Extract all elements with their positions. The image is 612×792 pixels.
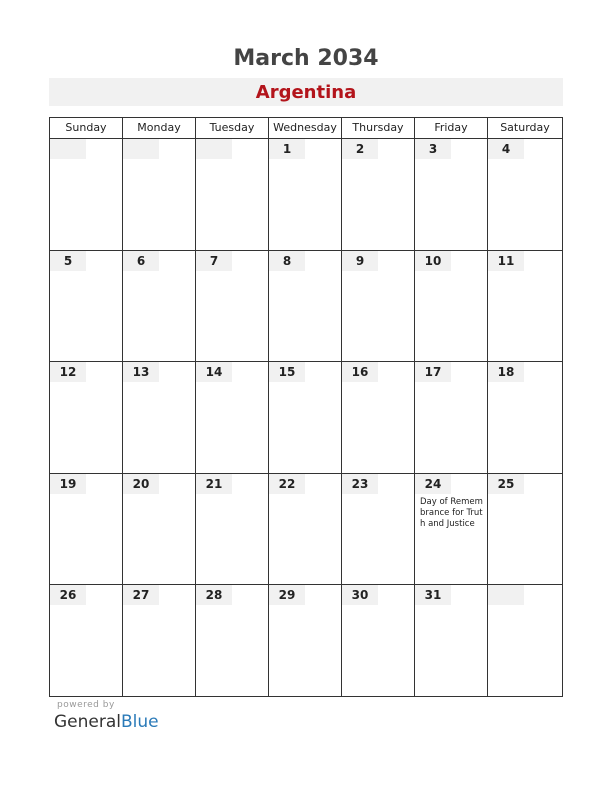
day-number: 9 bbox=[355, 253, 365, 268]
day-number: 8 bbox=[282, 253, 292, 268]
day-cell bbox=[342, 474, 415, 586]
day-number-band bbox=[342, 251, 378, 271]
week-row bbox=[50, 362, 563, 474]
powered-by-text: powered by bbox=[57, 700, 115, 710]
day-number-band bbox=[50, 362, 86, 382]
day-number: 24 bbox=[424, 476, 442, 491]
day-number: 26 bbox=[59, 588, 77, 603]
day-number: 14 bbox=[205, 365, 223, 380]
day-number-band bbox=[196, 139, 232, 159]
week-row bbox=[50, 139, 563, 251]
day-number: 6 bbox=[136, 253, 146, 268]
day-cell bbox=[196, 474, 269, 586]
day-cell bbox=[123, 139, 196, 251]
day-number: 12 bbox=[59, 365, 77, 380]
day-number: 16 bbox=[351, 365, 369, 380]
weekday-monday: Monday bbox=[123, 118, 196, 139]
day-number: 3 bbox=[428, 142, 438, 156]
day-number-band bbox=[342, 362, 378, 382]
day-cell bbox=[50, 585, 123, 697]
day-number: 20 bbox=[132, 476, 150, 491]
day-number-band bbox=[196, 474, 232, 494]
day-number-band bbox=[488, 251, 524, 271]
day-number-band bbox=[196, 362, 232, 382]
day-number: 11 bbox=[497, 253, 515, 268]
day-number: 23 bbox=[351, 476, 369, 491]
day-cell bbox=[196, 251, 269, 363]
day-number: 4 bbox=[501, 142, 511, 156]
day-number-band bbox=[50, 251, 86, 271]
day-number: 2 bbox=[355, 142, 365, 156]
day-number: 18 bbox=[497, 365, 515, 380]
brand-general-text: General bbox=[54, 712, 121, 732]
day-number: 10 bbox=[424, 253, 442, 268]
day-number-band bbox=[415, 251, 451, 271]
day-number: 7 bbox=[209, 253, 219, 268]
day-cell bbox=[342, 362, 415, 474]
weekday-header-row bbox=[50, 118, 563, 139]
day-number-band bbox=[342, 139, 378, 159]
day-cell bbox=[123, 362, 196, 474]
day-number-band bbox=[415, 139, 451, 159]
weekday-wednesday: Wednesday bbox=[269, 118, 342, 139]
country-name: Argentina bbox=[255, 82, 357, 103]
day-cell bbox=[50, 362, 123, 474]
day-number-band bbox=[123, 474, 159, 494]
day-number-band bbox=[123, 139, 159, 159]
day-cell bbox=[269, 139, 342, 251]
day-cell bbox=[415, 474, 488, 586]
day-number-band bbox=[415, 585, 451, 605]
day-number-band bbox=[50, 474, 86, 494]
day-number: 21 bbox=[205, 476, 223, 491]
week-row bbox=[50, 474, 563, 586]
day-number-band bbox=[488, 474, 524, 494]
day-number-band bbox=[269, 585, 305, 605]
day-number-band bbox=[488, 362, 524, 382]
day-number-band bbox=[488, 585, 524, 605]
country-banner bbox=[49, 78, 563, 106]
day-number: 5 bbox=[63, 253, 73, 268]
day-number: 30 bbox=[351, 588, 369, 603]
day-number: 28 bbox=[205, 588, 223, 603]
day-cell bbox=[415, 585, 488, 697]
holiday-event: Day of Remembrance for Truth and Justice bbox=[420, 496, 483, 529]
day-cell bbox=[488, 139, 563, 251]
day-number: 27 bbox=[132, 588, 150, 603]
day-number: 15 bbox=[278, 365, 296, 380]
weekday-saturday: Saturday bbox=[488, 118, 563, 139]
day-number-band bbox=[488, 139, 524, 159]
day-cell bbox=[123, 474, 196, 586]
day-cell bbox=[269, 362, 342, 474]
day-number-band bbox=[196, 585, 232, 605]
day-cell bbox=[196, 139, 269, 251]
day-number-band bbox=[50, 585, 86, 605]
brand-blue-text: Blue bbox=[121, 712, 159, 732]
day-cell bbox=[196, 362, 269, 474]
day-cell bbox=[50, 139, 123, 251]
day-number: 19 bbox=[59, 476, 77, 491]
day-number-band bbox=[415, 362, 451, 382]
day-number-band bbox=[415, 474, 451, 494]
day-cell bbox=[415, 251, 488, 363]
calendar-title: March 2034 bbox=[233, 46, 379, 71]
weekday-tuesday: Tuesday bbox=[196, 118, 269, 139]
day-cell bbox=[269, 585, 342, 697]
day-cell bbox=[342, 251, 415, 363]
weekday-friday: Friday bbox=[415, 118, 488, 139]
weekday-sunday: Sunday bbox=[50, 118, 123, 139]
day-number: 13 bbox=[132, 365, 150, 380]
day-cell bbox=[123, 585, 196, 697]
day-number-band bbox=[123, 362, 159, 382]
day-number: 22 bbox=[278, 476, 296, 491]
day-number-band bbox=[123, 251, 159, 271]
day-number-band bbox=[269, 251, 305, 271]
day-cell bbox=[342, 585, 415, 697]
day-cell bbox=[269, 474, 342, 586]
day-number: 17 bbox=[424, 365, 442, 380]
day-cell bbox=[342, 139, 415, 251]
calendar-grid bbox=[49, 117, 563, 697]
weekday-thursday: Thursday bbox=[342, 118, 415, 139]
day-number: 29 bbox=[278, 588, 296, 603]
day-cell bbox=[50, 474, 123, 586]
day-number-band bbox=[269, 474, 305, 494]
week-row bbox=[50, 251, 563, 363]
day-cell bbox=[415, 362, 488, 474]
week-row bbox=[50, 585, 563, 697]
day-number-band bbox=[123, 585, 159, 605]
day-cell bbox=[269, 251, 342, 363]
day-number: 1 bbox=[282, 142, 292, 156]
day-number-band bbox=[196, 251, 232, 271]
generalblue-logo[interactable] bbox=[54, 712, 159, 732]
day-number-band bbox=[50, 139, 86, 159]
day-number-band bbox=[342, 585, 378, 605]
day-number-band bbox=[269, 139, 305, 159]
day-cell bbox=[488, 362, 563, 474]
day-cell bbox=[488, 474, 563, 586]
day-cell bbox=[488, 585, 563, 697]
day-number-band bbox=[269, 362, 305, 382]
day-cell bbox=[488, 251, 563, 363]
day-cell bbox=[196, 585, 269, 697]
day-cell bbox=[415, 139, 488, 251]
day-number: 25 bbox=[497, 476, 515, 491]
day-cell bbox=[123, 251, 196, 363]
day-number: 31 bbox=[424, 588, 442, 603]
day-cell bbox=[50, 251, 123, 363]
day-number-band bbox=[342, 474, 378, 494]
